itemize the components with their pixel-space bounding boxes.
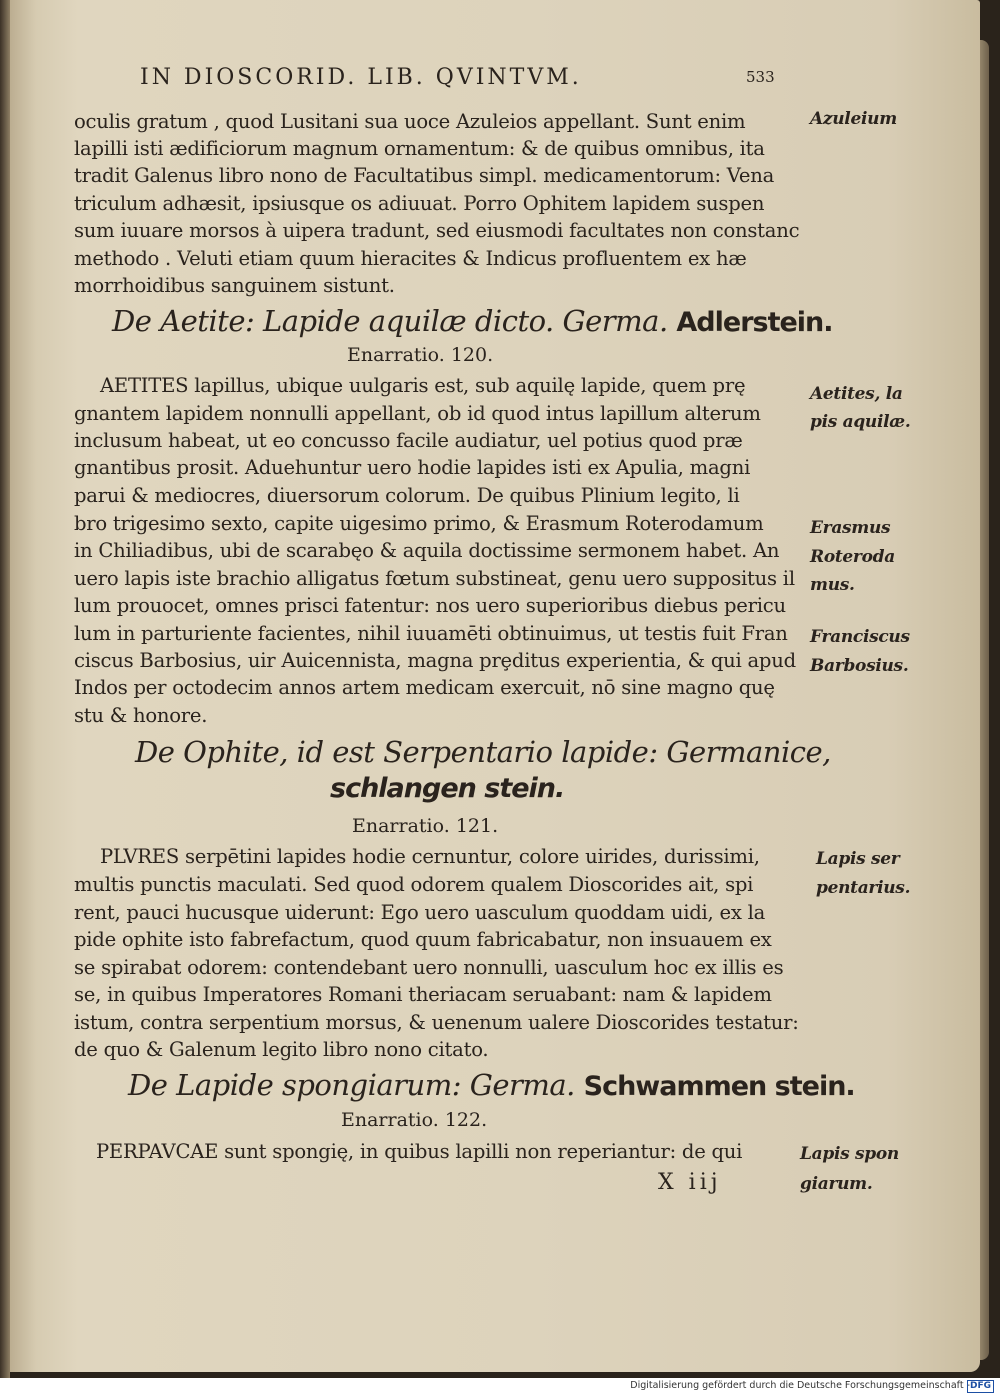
- text-line: pide ophite isto fabrefactum, quod quum fabricabatur, non insuauem ex: [74, 928, 772, 951]
- text-line: lapilli isti ædificiorum magnum ornamentum: & de quibus omnibus, ita: [74, 137, 765, 160]
- heading-german: schlangen stein.: [330, 773, 565, 804]
- text-line: oculis gratum , quod Lusitani sua uoce Azuleios appellant. Sunt enim: [74, 110, 746, 133]
- margin-note: Erasmus: [810, 518, 891, 538]
- text-line: istum, contra serpentium morsus, & uenenum ualere Dioscorides testatur:: [74, 1011, 799, 1034]
- margin-note: pentarius.: [816, 878, 911, 898]
- text-line: bro trigesimo sexto, capite uigesimo primo, & Erasmum Roterodamum: [74, 512, 764, 535]
- page-gutter: [0, 0, 10, 1378]
- text-line: PLVRES serpētini lapides hodie cernuntur, colore uirides, durissimi,: [100, 845, 760, 868]
- margin-note: Aetites, la: [810, 384, 903, 404]
- text-line: de quo & Galenum legito libro nono citato.: [74, 1038, 489, 1061]
- text-line: gnantibus prosit. Aduehuntur uero hodie lapides isti ex Apulia, magni: [74, 456, 751, 479]
- text-line: tradit Galenus libro nono de Facultatibus simpl. medicamentorum: Vena: [74, 164, 775, 187]
- section-heading: De Ophite, id est Serpentario lapide: Germanice,: [135, 735, 831, 769]
- text-line: se, in quibus Imperatores Romani theriacam seruabant: nam & lapidem: [74, 983, 772, 1006]
- margin-note: Franciscus: [810, 627, 910, 647]
- running-head: IN DIOSCORID. LIB. QVINTVM.: [140, 65, 582, 90]
- text-line: rent, pauci hucusque uiderunt: Ego uero uasculum quoddam uidi, ex la: [74, 901, 766, 924]
- folio-number: 533: [746, 68, 775, 86]
- text-line: triculum adhæsit, ipsiusque os adiuuat. Porro Ophitem lapidem suspen: [74, 192, 765, 215]
- text-line: PERPAVCAE sunt spongię, in quibus lapilli non reperiantur: de qui: [96, 1140, 743, 1163]
- text-line: morrhoidibus sanguinem sistunt.: [74, 274, 395, 297]
- text-line: AETITES lapillus, ubique uulgaris est, sub aquilę lapide, quem prę: [100, 374, 746, 397]
- text-line: se spirabat odorem: contendebant uero nonnulli, uasculum hoc ex illis es: [74, 956, 784, 979]
- margin-note: Azuleium: [810, 109, 897, 129]
- text-line: stu & honore.: [74, 704, 208, 727]
- margin-note: Lapis spon: [800, 1144, 899, 1164]
- text-line: gnantem lapidem nonnulli appellant, ob id quod intus lapillum alterum: [74, 402, 761, 425]
- heading-german: Schwammen stein.: [583, 1071, 855, 1102]
- text-line: inclusum habeat, ut eo concusso facile audiatur, uel potius quod præ: [74, 429, 743, 452]
- margin-note: pis aquilæ.: [810, 412, 911, 432]
- text-line: Indos per octodecim annos artem medicam exercuit, nō sine magno quę: [74, 676, 775, 699]
- heading-latin: De Aetite: Lapide aquilæ dicto. Germa.: [112, 304, 668, 338]
- footer-credit: Digitalisierung gefördert durch die Deutsche Forschungsgemeinschaft -: [630, 1380, 970, 1391]
- margin-note: Lapis ser: [816, 849, 900, 869]
- text-line: lum prouocet, omnes prisci fatentur: nos uero superioribus diebus pericu: [74, 594, 786, 617]
- dfg-logo: DFG: [967, 1380, 994, 1393]
- text-line: in Chiliadibus, ubi de scarabęo & aquila doctissime sermonem habet. An: [74, 539, 780, 562]
- margin-note: mus.: [810, 575, 855, 595]
- text-line: sum iuuare morsos à uipera tradunt, sed eiusmodi facultates non constanc: [74, 219, 800, 242]
- text-line: methodo . Veluti etiam quum hieracites & Indicus profluentem ex hæ: [74, 247, 747, 270]
- heading-latin: De Lapide spongiarum: Germa.: [128, 1068, 575, 1102]
- enarratio-label: Enarratio. 122.: [341, 1109, 488, 1131]
- margin-note: giarum.: [800, 1174, 873, 1194]
- margin-note: Barbosius.: [810, 656, 909, 676]
- section-heading: [112, 304, 833, 338]
- text-line: ciscus Barbosius, uir Auicennista, magna prȩditus experientia, & qui apud: [74, 649, 796, 672]
- enarratio-label: Enarratio. 120.: [347, 344, 494, 366]
- text-line: multis punctis maculati. Sed quod odorem qualem Dioscorides ait, spi: [74, 873, 754, 896]
- signature-mark: X iij: [658, 1170, 722, 1195]
- text-line: uero lapis iste brachio alligatus fœtum substineat, genu uero suppositus il: [74, 567, 795, 590]
- margin-note: Roteroda: [810, 547, 895, 567]
- text-line: lum in parturiente facientes, nihil iuuamēti obtinuimus, ut testis fuit Fran: [74, 622, 788, 645]
- section-heading: [128, 1068, 855, 1102]
- heading-german: Adlerstein.: [676, 307, 833, 338]
- enarratio-label: Enarratio. 121.: [352, 815, 499, 837]
- text-line: parui & mediocres, diuersorum colorum. De quibus Plinium legito, li: [74, 484, 740, 507]
